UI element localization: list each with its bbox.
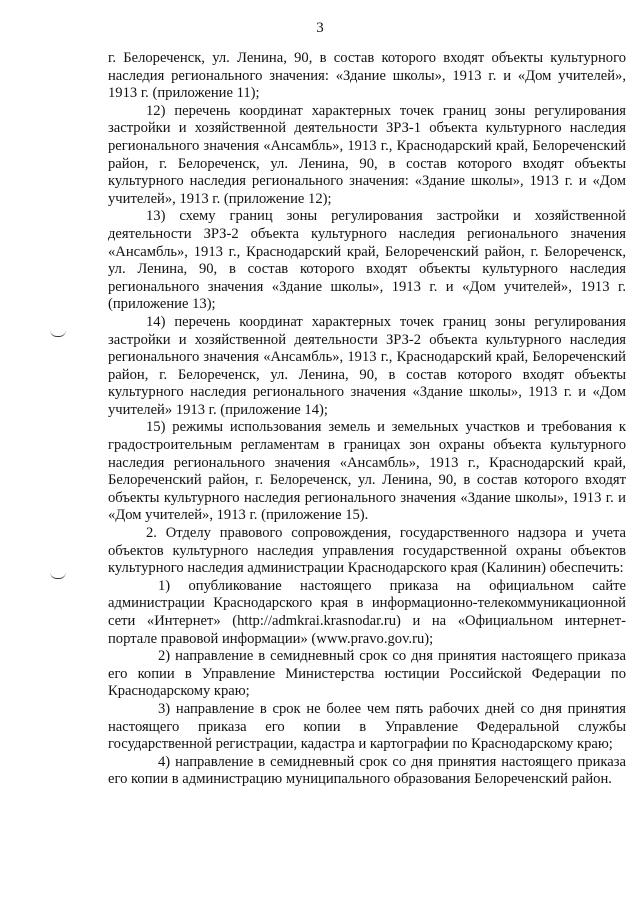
paragraph-continuation: г. Белореченск, ул. Ленина, 90, в состав которого входят объекты культурного наследия регионального значения: «Здание школы», 1913 г. и «Дом учителей», 1913 г. (приложение 11);	[108, 50, 626, 102]
margin-punch-mark	[50, 572, 66, 579]
list-item-12: 12) перечень координат характерных точек границ зоны регулирования застройки и хозяйственной деятельности ЗРЗ-1 объекта культурного наследия регионального значения «Ансамбль», 1913 г., Краснодарский край, Белореченский район, г. Белореченск, ул. Ленина, 90, в состав которого входят объекты культурного наследия регионального значения: «Здание школы», 1913 г. и «Дом учителей», 1913 г. (приложение 12);	[108, 102, 626, 207]
document-body	[108, 50, 626, 789]
sub-item-3: 3) направление в срок не более чем пять рабочих дней со дня принятия настоящего приказа его копии в Управление Федеральной службы государственной регистрации, кадастра и картографии по Краснодарскому краю;	[108, 700, 626, 753]
list-item-13: 13) схему границ зоны регулирования застройки и хозяйственной деятельности ЗРЗ-2 объекта культурного наследия регионального значения «Ансамбль», 1913 г., Краснодарский край, Белореченский район, г. Белореченск, ул. Ленина, 90, в состав которого входят объекты культурного наследия регионального значения «Здание школы», 1913 г. и «Дом учителей», 1913 г. (приложение 13);	[108, 208, 626, 313]
sub-item-4: 4) направление в семидневный срок со дня принятия настоящего приказа его копии в администрацию муниципального образования Белореченский район.	[108, 753, 626, 788]
list-item-15: 15) режимы использования земель и земельных участков и требования к градостроительным регламентам в границах зон охраны объекта культурного наследия регионального значения «Ансамбль», 1913 г., Краснодарский край, Белореченский район, г. Белореченск, ул. Ленина, 90, в состав которого входят объекты культурного наследия регионального значения «Здание школы», 1913 г. и «Дом учителей», 1913 г. (приложение 15).	[108, 419, 626, 524]
sub-item-2: 2) направление в семидневный срок со дня принятия настоящего приказа его копии в Управление Министерства юстиции Российской Федерации по Краснодарскому краю;	[108, 648, 626, 700]
section-2-paragraph: 2. Отделу правового сопровождения, государственного надзора и учета объектов культурного наследия управления государственной охраны объектов культурного наследия администрации Краснодарского края (Калинин) обеспечить:	[108, 525, 626, 577]
page-number: 3	[316, 20, 324, 36]
margin-punch-mark	[50, 330, 66, 337]
sub-item-1: 1) опубликование настоящего приказа на официальном сайте администрации Краснодарского края в информационно-телекоммуникационной сети «Интернет» (http://admkrai.krasnodar.ru) и на «Официальном интернет-портале правовой информации» (www.pravo.gov.ru);	[108, 577, 626, 647]
list-item-14: 14) перечень координат характерных точек границ зоны регулирования застройки и хозяйственной деятельности ЗРЗ-2 объекта культурного наследия регионального значения «Ансамбль», 1913 г., Краснодарский край, Белореченский район, г. Белореченск, ул. Ленина, 90, в состав которого входят объекты культурного наследия регионального значения «Здание школы», 1913 г. и «Дом учителей» 1913 г. (приложение 14);	[108, 313, 626, 418]
